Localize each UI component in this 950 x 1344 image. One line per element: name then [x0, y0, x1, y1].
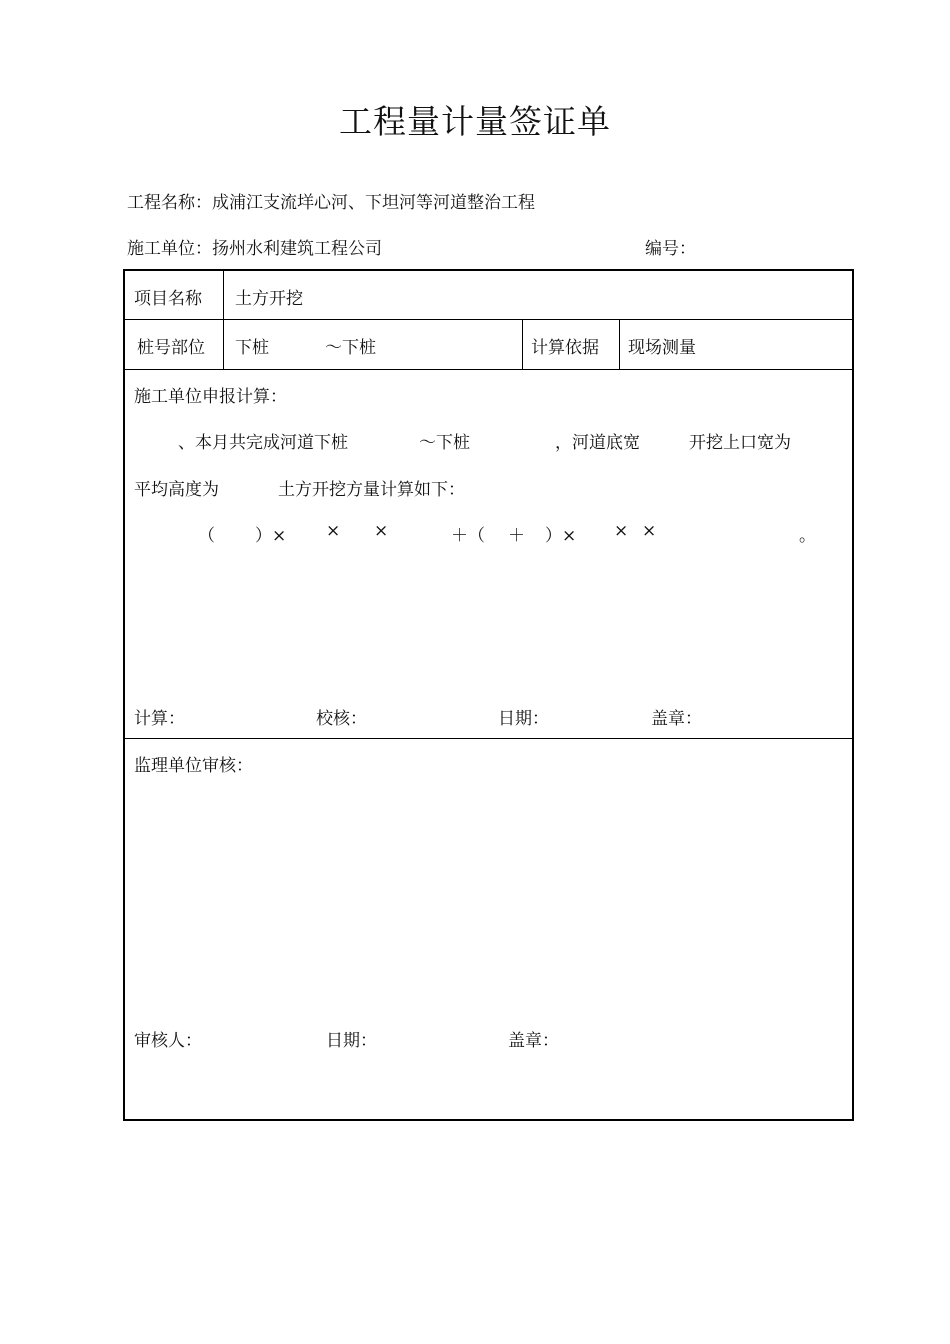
calculation-basis-value: 现场测量	[628, 338, 696, 358]
volume-calc-text: 土方开挖方量计算如下：	[278, 480, 465, 500]
formula-symbol: ×	[374, 521, 389, 541]
column-divider	[619, 319, 620, 369]
row-divider	[125, 738, 852, 739]
item-name-value: 土方开挖	[235, 289, 303, 309]
station-to: ～下桩	[325, 338, 376, 358]
contractor-row	[127, 234, 382, 259]
completed-to-station: ～下桩	[419, 433, 470, 453]
formula-symbol: （	[198, 526, 215, 546]
reviewer-label: 审核人：	[134, 1031, 202, 1051]
project-name-label: 工程名称：	[127, 193, 212, 213]
formula-symbol: 。	[799, 526, 816, 546]
column-divider	[522, 319, 523, 369]
formula-symbol: ）×	[255, 526, 287, 546]
project-name-value: 成浦江支流垟心河、下坦河等河道整治工程	[212, 193, 535, 213]
contractor-label: 施工单位：	[127, 239, 212, 259]
column-divider	[223, 271, 224, 369]
item-name-label: 项目名称	[134, 289, 202, 309]
contractor-seal-label: 盖章：	[651, 709, 702, 729]
row-divider	[125, 369, 852, 370]
formula-symbol: ×	[642, 521, 657, 541]
supervisor-seal-label: 盖章：	[508, 1031, 559, 1051]
contractor-section-heading: 施工单位申报计算：	[134, 387, 287, 407]
formula-symbol: ×	[614, 521, 629, 541]
completed-text: 、本月共完成河道下桩	[178, 433, 348, 453]
formula-symbol: ）×	[545, 526, 577, 546]
contractor-value: 扬州水利建筑工程公司	[212, 239, 382, 259]
station-from: 下桩	[235, 338, 269, 358]
station-label: 桩号部位	[137, 338, 205, 358]
formula-symbol: ＋（	[451, 526, 485, 546]
supervisor-section-heading: 监理单位审核：	[134, 756, 253, 776]
project-name-row	[127, 188, 535, 213]
formula-symbol: ×	[326, 521, 341, 541]
contractor-date-label: 日期：	[498, 709, 549, 729]
checker-label: 校核：	[316, 709, 367, 729]
bottom-width-text: ，河道底宽	[555, 433, 640, 453]
serial-number-label: 编号：	[645, 239, 696, 259]
formula-symbol: ＋	[508, 526, 525, 546]
signoff-form-table	[123, 269, 854, 1121]
supervisor-date-label: 日期：	[326, 1031, 377, 1051]
top-width-text: 开挖上口宽为	[689, 433, 791, 453]
average-height-text: 平均高度为	[134, 480, 219, 500]
calculation-basis-label: 计算依据	[531, 338, 599, 358]
row-divider	[125, 319, 852, 320]
page-title: 工程量计量签证单	[339, 102, 611, 141]
calculator-label: 计算：	[134, 709, 185, 729]
